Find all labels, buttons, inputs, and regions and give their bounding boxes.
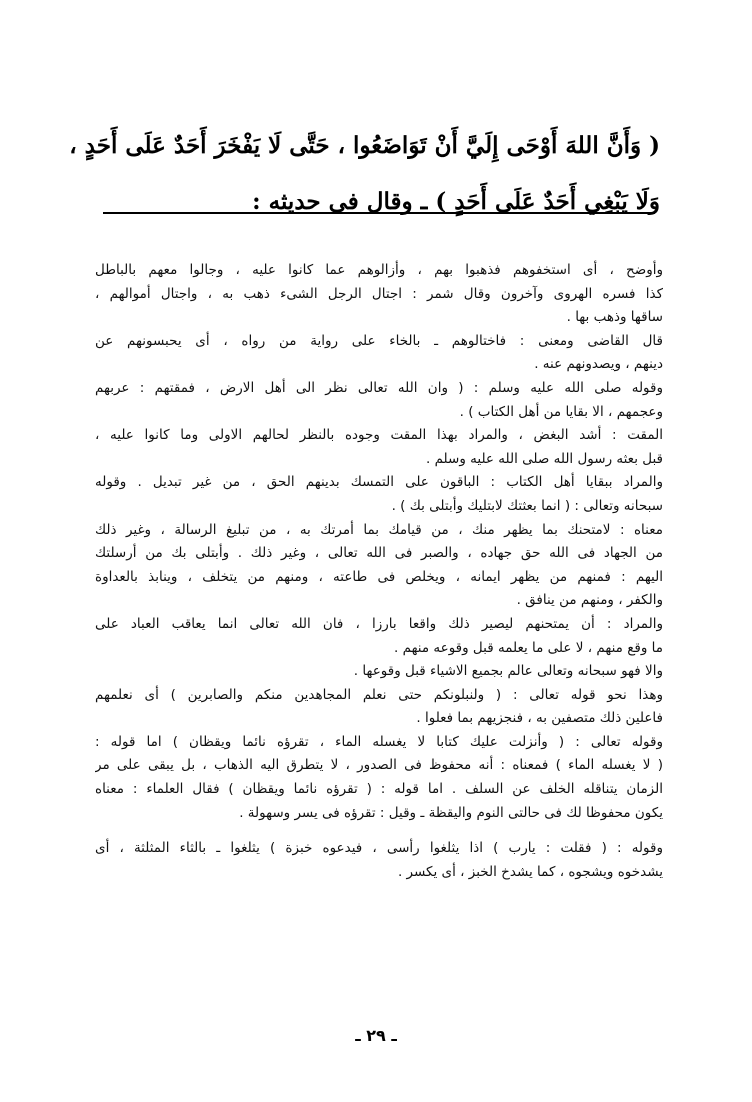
text-line: قبل بعثه رسول الله صلى الله عليه وسلم . [425, 450, 663, 467]
text-line: معناه : لامتحنك بما يظهر منك ، من قيامك بما أمرتك به ، من تبليغ الرسالة ، وغير ذلك [95, 521, 663, 538]
paragraph-11 [95, 837, 663, 884]
paragraph-7 [95, 613, 663, 660]
text-line: قال القاضى ومعنى : فاختالوهم ـ بالخاء على رواية من رواه ، أى يحبسونهم عن [95, 332, 663, 349]
text-line: وعجمهم ، الا بقايا من أهل الكتاب ) . [459, 403, 663, 420]
text-line: والا فهو سبحانه وتعالى عالم بجميع الاشياء قبل وقوعها . [353, 663, 663, 680]
paragraph-9 [95, 684, 663, 731]
text-line: سبحانه وتعالى : ( انما بعثتك لابتليك وأبتلى بك ) . [391, 497, 663, 514]
paragraph-4 [95, 424, 663, 471]
paragraph-spacer [95, 825, 663, 837]
text-line: والمراد : أن يمتحنهم ليصير ذلك واقعا بارزا ، فان الله تعالى انما يعاقب العباد على [95, 615, 663, 632]
text-line: والمراد ببقايا أهل الكتاب : الباقون على التمسك بدينهم الحق ، من غير تبديل . وقوله [95, 474, 663, 491]
paragraph-5 [95, 471, 663, 518]
header-line-2: وَلَا يَبْغِي أَحَدٌ عَلَى أَحَدٍ ) ـ وقال فى حديثه : [252, 188, 660, 215]
text-line: ( لا يغسله الماء ) فمعناه : أنه محفوظ فى الصدور ، لا يتطرق اليه الذهاب ، بل يبقى على مر [95, 757, 663, 774]
text-line: كذا فسره الهروى وآخرون وقال شمر : اجتال الرجل الشىء ذهب به ، واجتال أموالهم ، [95, 285, 663, 302]
paragraph-10 [95, 731, 663, 825]
text-line: فاعلين ذلك متصفين به ، فنجزيهم بما فعلوا . [416, 710, 663, 727]
text-line: اليهم : فمنهم من يظهر ايمانه ، ويخلص فى طاعته ، ومنهم من يتخلف ، وينابذ بالعداوة [95, 568, 663, 585]
paragraph-2 [95, 330, 663, 377]
text-line: وقوله صلى الله عليه وسلم : ( وان الله تعالى نظر الى أهل الارض ، فمقتهم : عربهم [95, 379, 663, 396]
header-line-1: ( وَأَنَّ اللهَ أَوْحَى إِلَيَّ أَنْ تَوَاضَعُوا ، حَتَّى لَا يَفْخَرَ أَحَدٌ عَلَى أَحَدٍ ، [69, 132, 660, 159]
text-line: يكون محفوظا لك فى حالتى النوم واليقظة ـ وقيل : تقرؤه فى يسر وسهولة . [239, 804, 663, 821]
paragraph-3 [95, 377, 663, 424]
text-line: المقت : أشد البغض ، والمراد بهذا المقت وجوده بالنظر لحالهم الاولى وما كانوا عليه ، [95, 427, 663, 444]
header-divider [103, 212, 655, 214]
text-line: يشدخوه ويشجوه ، كما يشدخ الخبز ، أى يكسر . [397, 863, 663, 880]
text-line: دينهم ، ويصدونهم عنه . [534, 356, 663, 373]
commentary-body [95, 259, 663, 884]
text-line: وهذا نحو قوله تعالى : ( ولنبلونكم حتى نعلم المجاهدين منكم والصابرين ) أى نعلمهم [95, 686, 663, 703]
text-line: والكفر ، ومنهم من ينافق . [516, 592, 663, 609]
text-line: وقوله : ( فقلت : يارب ) اذا يثلغوا رأسى ، فيدعوه خبزة ) يثلغوا ـ بالثاء المثلثة ، أى [95, 840, 663, 857]
page-number: ـ ٢٩ ـ [355, 1026, 397, 1045]
paragraph-1 [95, 259, 663, 330]
text-line: الزمان يتناقله الخلف عن السلف . اما قوله : ( تقرؤه نائما ويقظان ) فقال العلماء : معناه [95, 781, 663, 798]
text-line: من الجهاد فى الله حق جهاده ، والصبر فى الله تعالى ، وغير ذلك . وأبتلى بك من أرسلتك [95, 545, 663, 562]
text-line: ما وقع منهم ، لا على ما يعلمه قبل وقوعه منهم . [394, 639, 663, 656]
text-line: وأوضح ، أى استخفوهم فذهبوا بهم ، وأزالوهم عما كانوا عليه ، وجالوا معهم بالباطل [95, 262, 663, 278]
text-line: وقوله تعالى : ( وأنزلت عليك كتابا لا يغسله الماء ، تقرؤه نائما ويقظان ) اما قوله : [95, 733, 663, 750]
text-line: ساقها وذهب بها . [566, 309, 663, 326]
paragraph-6 [95, 519, 663, 613]
paragraph-8 [95, 660, 663, 684]
